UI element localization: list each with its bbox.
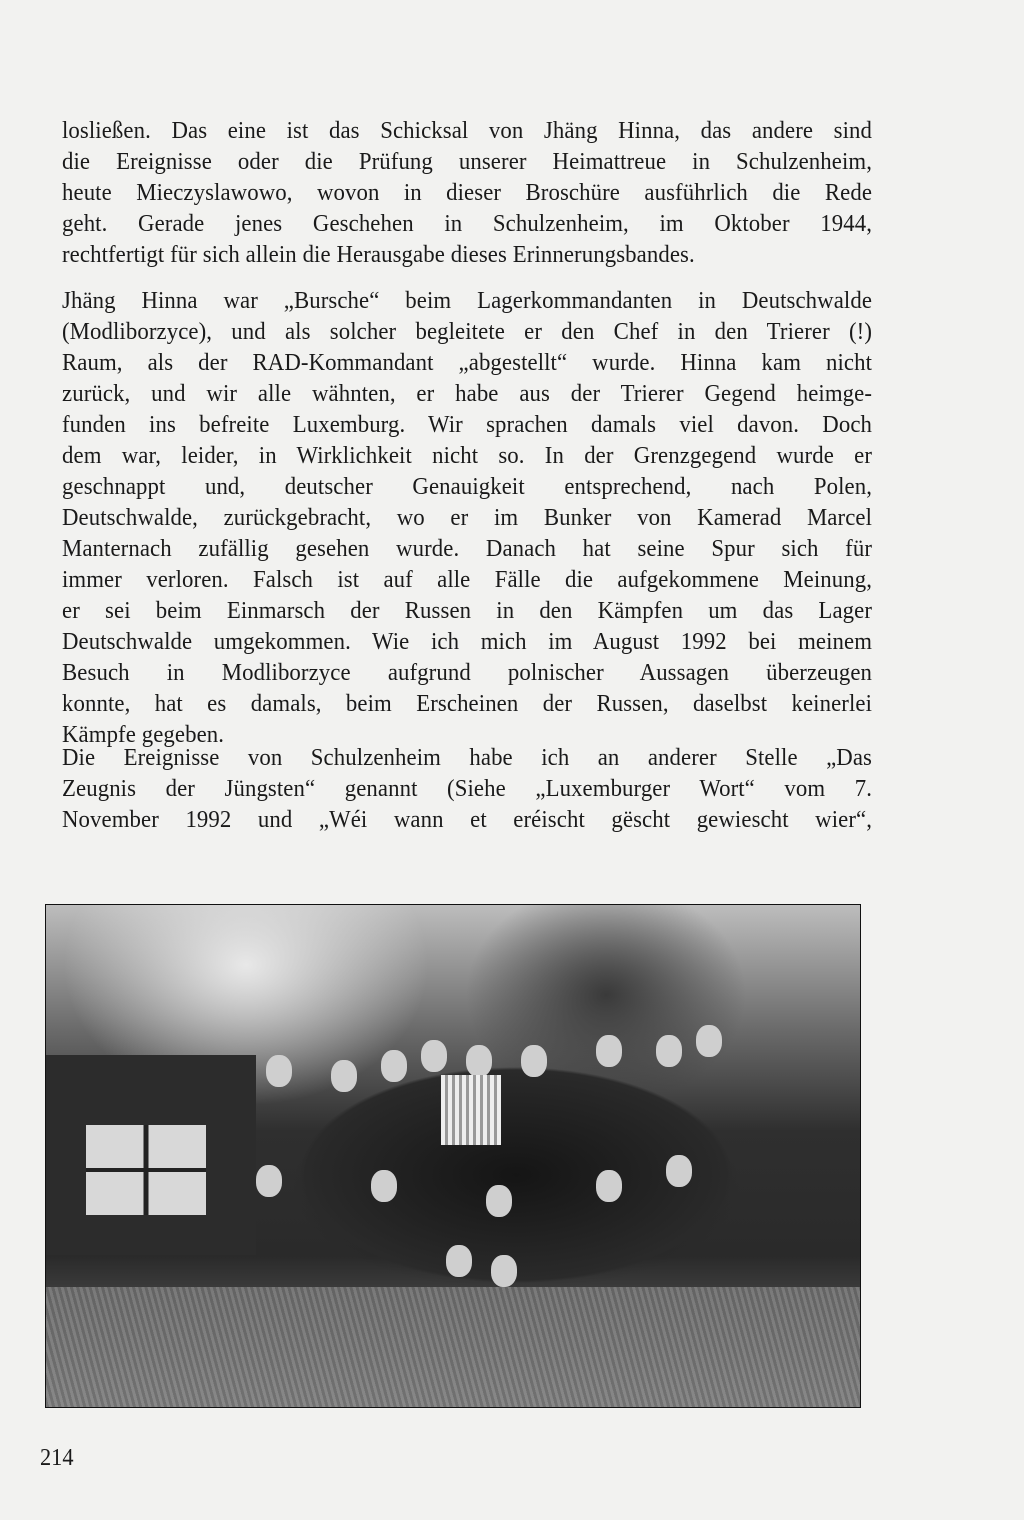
text-line: die Ereignisse oder die Prüfung unserer Heimattreue in Schulzenheim, xyxy=(62,148,873,175)
face xyxy=(266,1055,292,1087)
group-photo xyxy=(45,904,861,1408)
text-line: Manternach zufällig gesehen wurde. Danach hat seine Spur sich für xyxy=(62,535,873,562)
text-line: Deutschwalde, zurückgebracht, wo er im Bunker von Kamerad Marcel xyxy=(62,504,873,531)
text-line: konnte, hat es damals, beim Erscheinen der Russen, daselbst keinerlei xyxy=(62,690,873,717)
text-line: geht. Gerade jenes Geschehen in Schulzenheim, im Oktober 1944, xyxy=(62,210,873,237)
accordion-instrument xyxy=(441,1075,501,1145)
face xyxy=(446,1245,472,1277)
text-line: Kämpfe gegeben. xyxy=(62,721,225,748)
face xyxy=(696,1025,722,1057)
text-line: Raum, als der RAD-Kommandant „abgestellt“ wurde. Hinna kam nicht xyxy=(62,349,873,376)
text-line: (Modliborzyce), und als solcher begleitete er den Chef in den Trierer (!) xyxy=(62,318,873,345)
paragraph-1 xyxy=(62,115,872,270)
face xyxy=(381,1050,407,1082)
face xyxy=(256,1165,282,1197)
text-line: zurück, und wir alle wähnten, er habe aus der Trierer Gegend heimge- xyxy=(62,380,873,407)
barrack-window xyxy=(86,1125,206,1215)
text-line: November 1992 und „Wéi wann et eréischt gëscht gewiescht wier“, xyxy=(62,806,873,833)
text-line: Deutschwalde umgekommen. Wie ich mich im August 1992 bei meinem xyxy=(62,628,873,655)
text-line: funden ins befreite Luxemburg. Wir sprachen damals viel davon. Doch xyxy=(62,411,873,438)
text-line: immer verloren. Falsch ist auf alle Fälle die aufgekommene Meinung, xyxy=(62,566,873,593)
face xyxy=(666,1155,692,1187)
text-line: rechtfertigt für sich allein die Herausgabe dieses Erinnerungsbandes. xyxy=(62,241,695,268)
face xyxy=(331,1060,357,1092)
text-line: Zeugnis der Jüngsten“ genannt (Siehe „Luxemburger Wort“ vom 7. xyxy=(62,775,873,802)
face xyxy=(486,1185,512,1217)
grass xyxy=(46,1287,860,1407)
text-line: er sei beim Einmarsch der Russen in den Kämpfen um das Lager xyxy=(62,597,873,624)
text-line: geschnappt und, deutscher Genauigkeit entsprechend, nach Polen, xyxy=(62,473,873,500)
face xyxy=(371,1170,397,1202)
face xyxy=(656,1035,682,1067)
text-line: Jhäng Hinna war „Bursche“ beim Lagerkommandanten in Deutschwalde xyxy=(62,287,873,314)
text-line: losließen. Das eine ist das Schicksal von Jhäng Hinna, das andere sind xyxy=(62,117,873,144)
paragraph-3 xyxy=(62,742,872,835)
page-number: 214 xyxy=(40,1445,74,1471)
face xyxy=(491,1255,517,1287)
face xyxy=(596,1035,622,1067)
face xyxy=(466,1045,492,1077)
face xyxy=(521,1045,547,1077)
paragraph-2 xyxy=(62,285,872,750)
text-line: dem war, leider, in Wirklichkeit nicht so. In der Grenzgegend wurde er xyxy=(62,442,873,469)
text-line: Besuch in Modliborzyce aufgrund polnischer Aussagen überzeugen xyxy=(62,659,873,686)
soldiers-group xyxy=(216,1025,816,1325)
face xyxy=(421,1040,447,1072)
text-line: heute Mieczyslawowo, wovon in dieser Broschüre ausführlich die Rede xyxy=(62,179,873,206)
face xyxy=(596,1170,622,1202)
text-line: Die Ereignisse von Schulzenheim habe ich an anderer Stelle „Das xyxy=(62,744,873,771)
